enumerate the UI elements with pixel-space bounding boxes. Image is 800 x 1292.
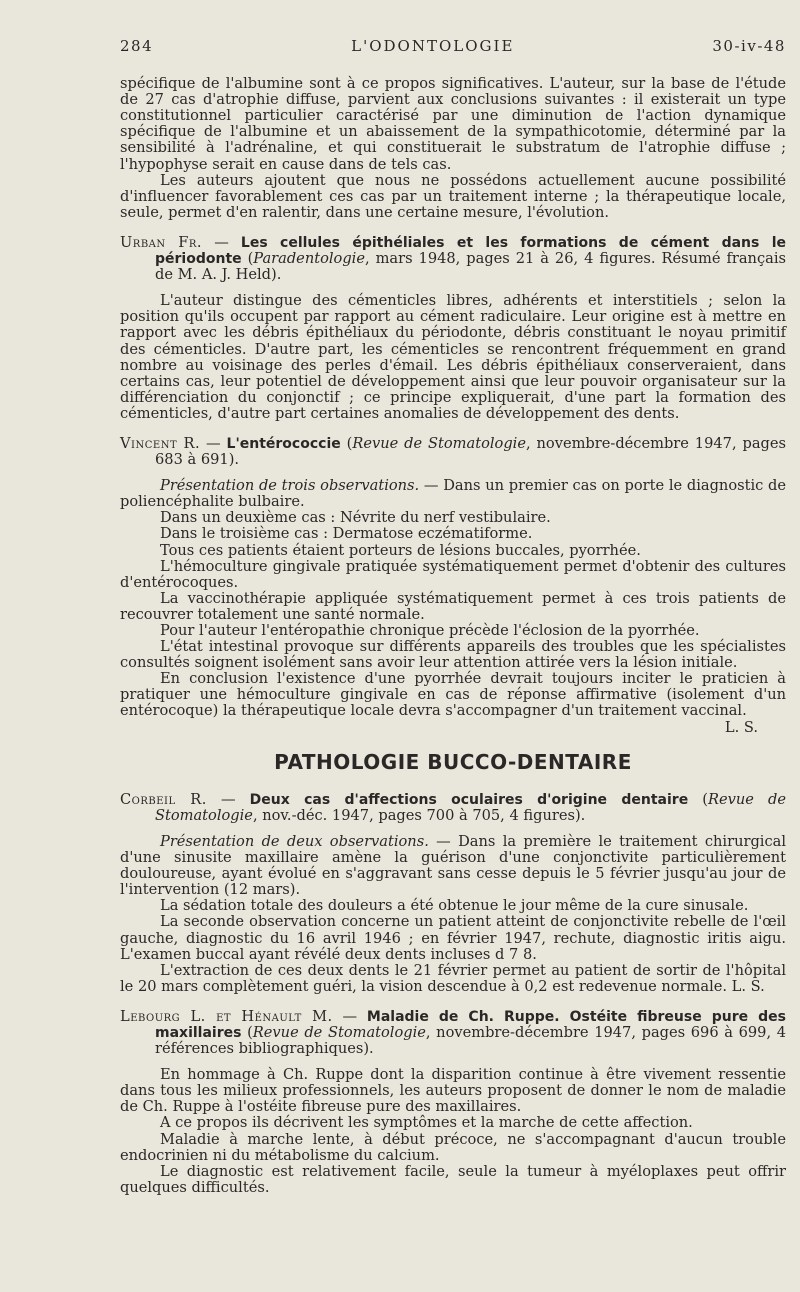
lead-italic: Présentation de deux observations. <box>160 832 429 850</box>
dash: — <box>206 790 250 808</box>
journal-title: L'ODONTOLOGIE <box>351 37 515 55</box>
review-journal: Revue de Stomatologie <box>155 790 786 824</box>
source-open: ( <box>241 1023 253 1041</box>
review-author: Urban Fr. <box>120 233 203 251</box>
paragraph: La seconde observation concerne un patient atteint de conjonctivite rebelle de l'œil gauche, diagnostic du 16 avril 1946 ; en février 1947, rechute, diagnostic iritis aigu. L'examen buccal ayant révélé deux dents incluses d 7 8. <box>120 913 786 963</box>
paragraph: L'auteur distingue des cémenticles libres, adhérents et interstitiels ; selon la position qu'ils occupent par rapport au cément radiculaire. Leur origine est à mettre en rapport avec les débris épithéliaux du périodonte, débris constituant le noyau primitif des cémenticles. D'autre part, les cémenticles se rencontrent fréquemment en grand nombre au voisinage des perles d'émail. Les débris épithéliaux conserveraient, dans certains cas, leur potentiel de développement ainsi que leur pouvoir organisateur sur la différenciation du conjonctif ; ce principe expliquerait, d'une part la formation des cémenticles, d'autre part certaines anomalies de développement des dents. <box>120 292 786 422</box>
paragraph: Maladie à marche lente, à début précoce, ne s'accompagnant d'aucun trouble endocrinien ni du métabolisme du calcium. <box>120 1130 786 1164</box>
section-heading: PATHOLOGIE BUCCO-DENTAIRE <box>274 749 632 774</box>
paragraph: En hommage à Ch. Ruppe dont la disparition continue à être vivement ressentie dans tous les milieux professionnels, les auteurs proposent de donner le nom de maladie de Ch. Ruppe à l'ostéite fibreuse pure des maxillaires. <box>120 1066 786 1116</box>
paragraph: Dans le troisième cas : Dermatose eczématiforme. <box>160 525 533 543</box>
review-citation <box>120 792 786 824</box>
paragraph: Le diagnostic est relativement facile, seule la tumeur à myéloplaxes peut offrir quelques difficultés. <box>120 1162 786 1196</box>
review-source: , novembre-décembre 1947, pages 683 à 691). <box>155 434 786 469</box>
lead-text: — Dans un premier cas on porte le diagnostic de poliencéphalite bulbaire. <box>120 477 786 511</box>
review-source: , mars 1948, pages 21 à 26, 4 figures. Résumé français de M. A. J. Held). <box>155 250 786 284</box>
paragraph: L'hémoculture gingivale pratiquée systématiquement permet d'obtenir des cultures d'entérocoques. <box>120 557 786 591</box>
review-lebourg <box>120 1009 786 1196</box>
review-citation <box>120 235 786 283</box>
paragraph: Pour l'auteur l'entéropathie chronique précède l'éclosion de la pyorrhée. <box>160 622 700 639</box>
source-open: ( <box>241 250 254 268</box>
paragraph: Tous ces patients étaient porteurs de lésions buccales, pyorrhée. <box>160 541 641 559</box>
source-open: ( <box>340 434 353 452</box>
review-title: L'entérococcie <box>226 435 341 452</box>
review-source: , novembre-décembre 1947, pages 696 à 699, 4 références bibliographiques). <box>155 1023 787 1058</box>
lead-text: — Dans la première le traitement chirurgical d'une sinusite maxillaire amène la guérison d'une conjonctivite particulièrement douloureuse, ayant évolué en s'aggravant sans cesse depuis le 5 février jusqu'au jour de l'intervention (12 mars). <box>120 832 786 899</box>
paragraph: Dans un deuxième cas : Névrite du nerf vestibulaire. <box>160 509 551 527</box>
page-number: 284 <box>120 37 154 55</box>
review-title: Maladie de Ch. Ruppe. Ostéite fibreuse pure des maxillaires <box>155 1008 787 1041</box>
review-author: Vincent R. <box>120 434 201 452</box>
lead-italic: Présentation de trois observations. <box>160 477 420 495</box>
paragraph: En conclusion l'existence d'une pyorrhée devrait toujours inciter le praticien à pratiquer une hémoculture gingivale en cas de réponse affirmative (isolement d'un entérocoque) la thérapeutique locale devra s'accompagner d'un traitement vaccinal. <box>120 670 786 720</box>
review-author: Lebourg L. et Hénault M. <box>120 1007 333 1025</box>
review-vincent <box>120 436 786 736</box>
dash: — <box>200 434 227 452</box>
review-journal: Revue de Stomatologie <box>252 1023 426 1041</box>
paragraph: spécifique de l'albumine sont à ce propos significatives. L'auteur, sur la base de l'étude de 27 cas d'atrophie diffuse, parvient aux conclusions suivantes : il existerait un type constitutionnel particulier caractérisé par une diminution de l'action dynamique spécifique de l'albumine et un abaissement de la sympathicotomie, déterminé par la sensibilité à l'adrénaline, et qui constituerait le substratum de l'atrophie diffuse ; l'hypophyse serait en cause dans de tels cas. <box>120 75 786 173</box>
paragraph: L'extraction de ces deux dents le 21 février permet au patient de sortir de l'hôpital le 20 mars complètement guéri, la vision descendue à 0,2 est redevenue normale. L. S. <box>120 961 786 995</box>
paragraph <box>120 478 786 510</box>
paragraph <box>120 834 786 898</box>
review-journal: Revue de Stomatologie <box>352 434 526 452</box>
continuation-text <box>120 76 786 221</box>
review-title: Deux cas d'affections oculaires d'origine dentaire <box>249 791 689 808</box>
paragraph: La sédation totale des douleurs a été obtenue le jour même de la cure sinusale. <box>160 897 749 915</box>
page-header <box>120 38 786 54</box>
paragraph: Les auteurs ajoutent que nous ne possédons actuellement aucune possibilité d'influencer favorablement ces cas par un traitement interne ; la thérapeutique locale, seule, permet d'en ralentir, dans une certaine mesure, l'évolution. <box>120 171 786 221</box>
source-open: ( <box>688 790 708 808</box>
issue-date: 30-iv-48 <box>712 37 786 55</box>
signature: L. S. <box>724 718 758 736</box>
paragraph: L'état intestinal provoque sur différents appareils des troubles que les spécialistes consultés soignent isolément sans avoir leur attention attirée vers la lésion initiale. <box>120 638 786 672</box>
dash: — <box>332 1007 367 1025</box>
review-corbeil <box>120 792 786 995</box>
paragraph: A ce propos ils décrivent les symptômes et la marche de cette affection. <box>160 1114 693 1132</box>
review-citation <box>120 1009 786 1057</box>
review-citation <box>120 436 786 468</box>
paragraph: La vaccinothérapie appliquée systématiquement permet à ces trois patients de recouvrer totalement une santé normale. <box>120 589 786 623</box>
review-source: , nov.-déc. 1947, pages 700 à 705, 4 figures). <box>252 806 586 824</box>
review-urban <box>120 235 786 422</box>
review-title: Les cellules épithéliales et les formations de cément dans le périodonte <box>155 234 786 268</box>
review-author: Corbeil R. <box>120 790 207 808</box>
review-journal: Paradentologie <box>253 250 365 268</box>
dash: — <box>202 233 241 251</box>
